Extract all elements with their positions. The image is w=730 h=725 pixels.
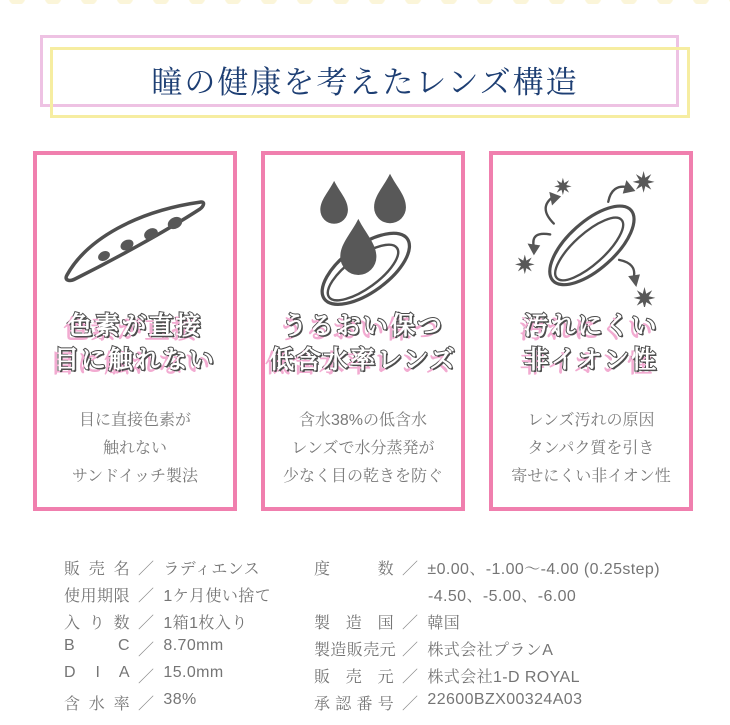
spec-row-distributor (314, 664, 660, 691)
spec-separator: ／ (138, 588, 155, 605)
spec-separator: ／ (402, 642, 419, 659)
spec-list-left (64, 556, 271, 718)
spec-row-manufacturer (314, 637, 660, 664)
heading-line: 目に触れない (53, 346, 216, 374)
spec-label: 販 売 元 (314, 669, 394, 686)
spec-row-bc (64, 637, 271, 664)
spec-separator: ／ (138, 642, 155, 659)
heading-line: 汚れにくい (523, 312, 659, 340)
lens-sandwich-cross-section-icon (37, 169, 233, 309)
heading-line: 非イオン性 (523, 346, 659, 374)
desc-line: 含水38%の低含水 (298, 412, 427, 429)
spec-value: 15.0mm (163, 664, 224, 681)
spec-value: 1箱1枚入り (163, 615, 248, 632)
spec-row-country (314, 610, 660, 637)
page-title: 瞳の健康を考えたレンズ構造 (151, 65, 579, 100)
spec-label: B C (64, 637, 130, 654)
spec-label: 含 水 率 (64, 696, 130, 713)
desc-line: タンパク質を引き (527, 440, 655, 457)
spec-label: 入 り 数 (64, 615, 130, 632)
desc-line: レンズで水分蒸発が (291, 440, 435, 457)
desc-line: 寄せにくい非イオン性 (511, 468, 671, 485)
spec-row-dia (64, 664, 271, 691)
spec-value: 38% (163, 691, 197, 708)
desc-line: 目に直接色素が (78, 412, 191, 429)
spec-label: D I A (64, 664, 130, 681)
spec-value: 22600BZX00324A03 (427, 691, 583, 708)
feature-desc-moisture (283, 407, 443, 491)
feature-box-moisture (261, 151, 465, 511)
spec-value: 株式会社プランA (427, 642, 554, 659)
spec-separator: ／ (402, 669, 419, 686)
spec-row-quantity (64, 610, 271, 637)
heading-line: 色素が直接 (67, 312, 203, 340)
spec-label: 製造販売元 (314, 642, 397, 659)
spec-value: -4.50、-5.00、-6.00 (428, 588, 577, 605)
spec-value: 韓国 (427, 615, 461, 632)
heading-line: 低含水率レンズ (269, 346, 457, 374)
spec-value: 1ケ月使い捨て (163, 588, 272, 605)
lens-repel-dirt-icon (493, 169, 689, 309)
feature-heading-moisture (269, 309, 457, 377)
feature-desc-sandwich (72, 407, 198, 491)
feature-box-sandwich (33, 151, 237, 511)
spec-list-right (314, 556, 660, 718)
spec-separator: ／ (138, 669, 155, 686)
spec-value: 株式会社1-D ROYAL (427, 669, 580, 686)
spec-separator: ／ (138, 561, 155, 578)
spec-separator: ／ (402, 561, 419, 578)
desc-line: 少なく目の乾きを防ぐ (282, 468, 443, 485)
spec-label: 承 認 番 号 (314, 696, 395, 713)
feature-box-nonionic (489, 151, 693, 511)
spec-row-approval-number (314, 691, 660, 718)
spec-label: 販 売 名 (64, 561, 130, 578)
feature-heading-sandwich (54, 309, 216, 377)
spec-row-product-name (64, 556, 271, 583)
spec-row-power-continued (314, 583, 660, 610)
desc-line: 触れない (102, 440, 167, 457)
desc-line: レンズ汚れの原因 (527, 412, 655, 429)
spec-label: 製 造 国 (314, 615, 394, 632)
title-banner (0, 0, 730, 130)
spec-row-power (314, 556, 660, 583)
lens-water-drops-icon (265, 169, 461, 309)
spec-value: ±0.00、-1.00〜-4.00 (0.25step) (427, 561, 660, 578)
spec-separator: ／ (138, 615, 155, 632)
spec-label: 度 数 (314, 561, 394, 578)
spec-value: 8.70mm (163, 637, 224, 654)
spec-separator: ／ (402, 696, 419, 713)
spec-label: 使用期限 (64, 588, 130, 605)
spec-separator: ／ (402, 615, 419, 632)
feature-heading-nonionic (523, 309, 658, 377)
spec-row-usage-period (64, 583, 271, 610)
spec-row-water-content (64, 691, 271, 718)
heading-line: うるおい保つ (281, 312, 444, 340)
desc-line: サンドイッチ製法 (71, 468, 199, 485)
spec-separator: ／ (138, 696, 155, 713)
feature-desc-nonionic (511, 407, 671, 491)
spec-value: ラディエンス (163, 561, 261, 578)
feature-boxes (33, 151, 697, 511)
